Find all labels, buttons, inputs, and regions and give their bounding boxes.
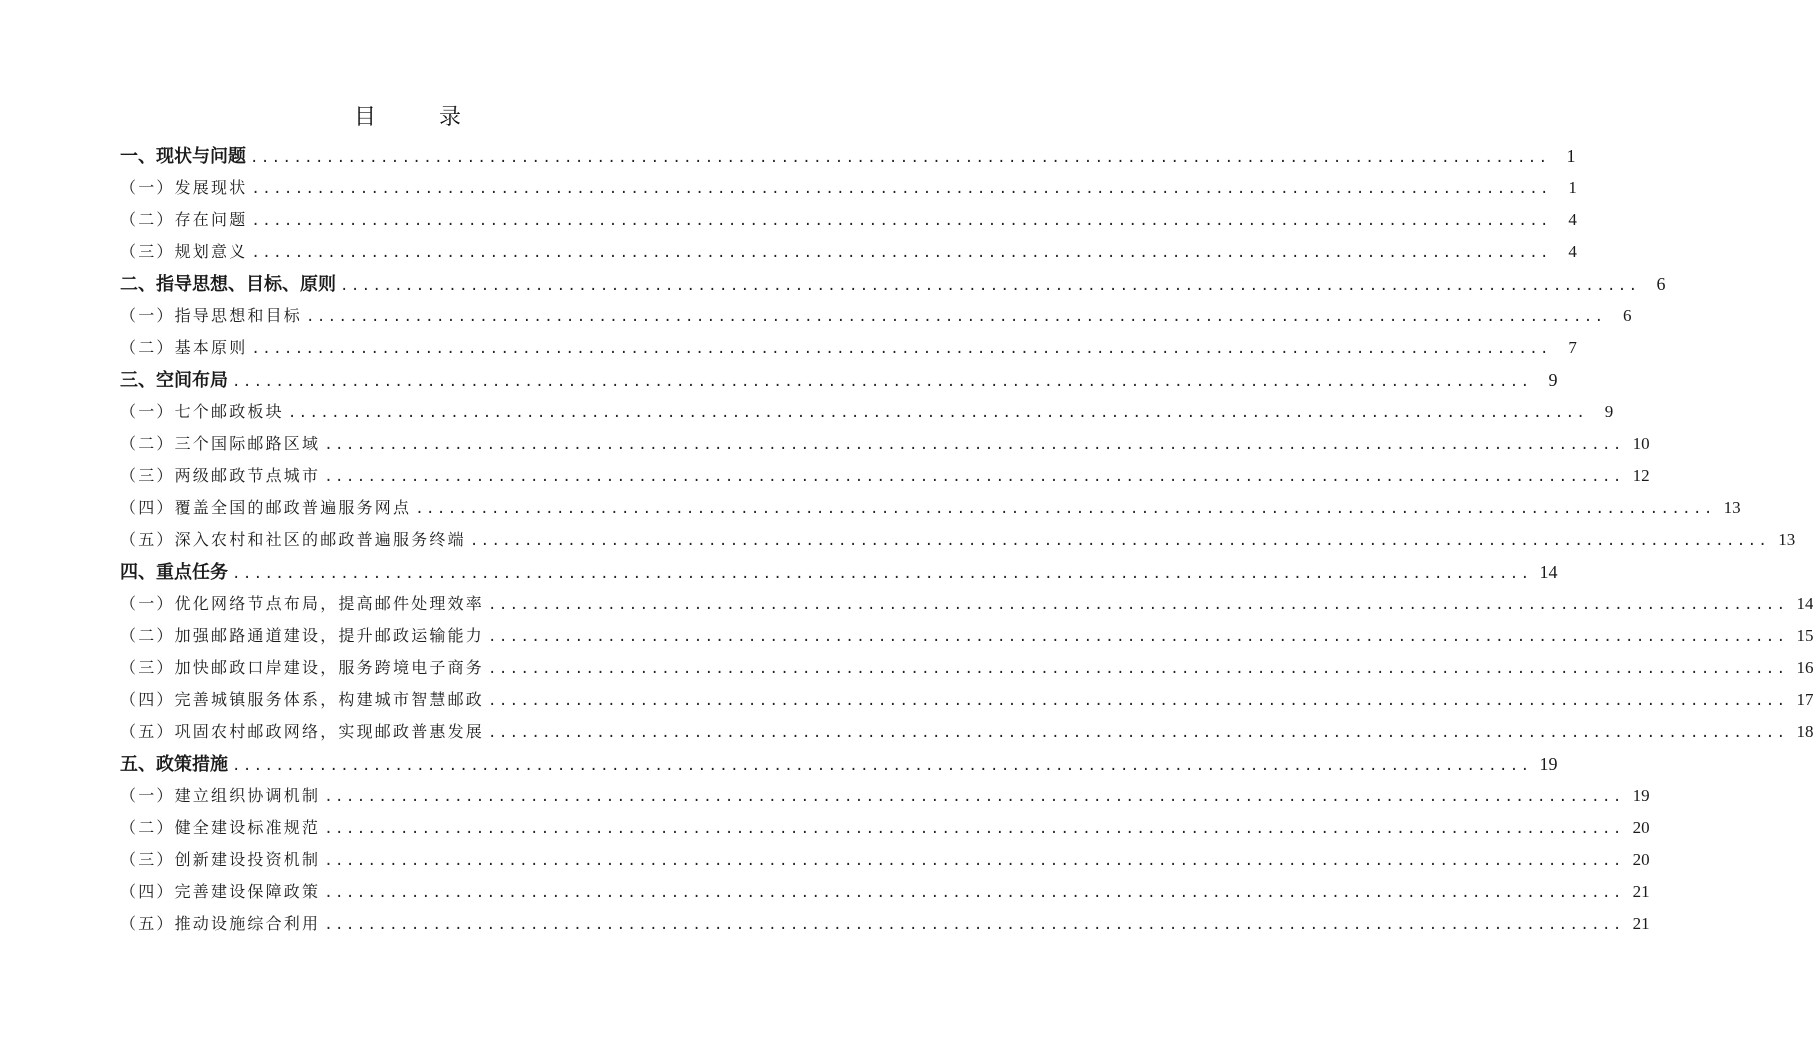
toc-entry-title: （二）三个国际邮路区域 <box>120 434 321 453</box>
toc-entry-title: （二）健全建设标准规范 <box>120 818 321 837</box>
toc-page-number: 17 <box>1796 690 1813 709</box>
toc-page-number: 19 <box>1539 754 1558 774</box>
toc-entry-title: （二）基本原则 <box>120 338 248 357</box>
toc-section-entry[interactable] <box>120 588 1813 620</box>
toc-chapter-entry[interactable] <box>120 556 1558 588</box>
toc-page-number: 1 <box>1566 146 1576 166</box>
toc-chapter-entry[interactable] <box>120 268 1666 300</box>
toc-section-entry[interactable] <box>120 684 1813 716</box>
toc-entry-title: （五）巩固农村邮政网络，实现邮政普惠发展 <box>120 722 485 741</box>
toc-page-number: 18 <box>1796 722 1813 741</box>
toc-page-number: 16 <box>1796 658 1813 677</box>
toc-section-entry[interactable] <box>120 396 1614 428</box>
toc-page-number: 9 <box>1548 370 1558 390</box>
toc-entry-title: （二）存在问题 <box>120 210 248 229</box>
toc-page-number: 4 <box>1568 210 1577 229</box>
toc-section-entry[interactable] <box>120 812 1650 844</box>
toc-page-number: 13 <box>1723 498 1741 517</box>
dot-leader: ........................................................................................................................ <box>415 501 1715 517</box>
toc-section-entry[interactable] <box>120 204 1577 236</box>
toc-page-number: 13 <box>1778 530 1796 549</box>
toc-section-entry[interactable] <box>120 236 1577 268</box>
dot-leader: ........................................................................................................................ <box>251 245 1551 261</box>
dot-leader: ........................................................................................................................ <box>340 278 1640 294</box>
dot-leader: ........................................................................................................................ <box>324 853 1624 869</box>
toc-chapter-entry[interactable] <box>120 748 1558 780</box>
toc-page-number: 7 <box>1568 338 1577 357</box>
toc-section-entry[interactable] <box>120 172 1577 204</box>
toc-page-number: 21 <box>1632 882 1650 901</box>
toc-entry-title: （一）发展现状 <box>120 178 248 197</box>
table-of-contents <box>120 140 1813 940</box>
toc-entry-title: （三）规划意义 <box>120 242 248 261</box>
dot-leader: ........................................................................................................................ <box>250 150 1550 166</box>
toc-entry-title: （一）优化网络节点布局，提高邮件处理效率 <box>120 594 485 613</box>
dot-leader: ........................................................................................................................ <box>324 789 1624 805</box>
toc-section-entry[interactable] <box>120 332 1577 364</box>
toc-page-number: 20 <box>1632 818 1650 837</box>
toc-title: 目 录 <box>354 105 489 130</box>
toc-entry-title: （五）深入农村和社区的邮政普遍服务终端 <box>120 530 466 549</box>
toc-entry-title: 四、重点任务 <box>120 562 228 583</box>
toc-entry-title: （三）加快邮政口岸建设，服务跨境电子商务 <box>120 658 485 677</box>
toc-page-number: 9 <box>1604 402 1614 421</box>
toc-entry-title: （三）创新建设投资机制 <box>120 850 321 869</box>
toc-page-number: 19 <box>1632 786 1650 805</box>
toc-entry-title: （五）推动设施综合利用 <box>120 914 321 933</box>
toc-entry-title: 三、空间布局 <box>120 370 228 391</box>
dot-leader: ........................................................................................................................ <box>251 181 1551 197</box>
dot-leader: ........................................................................................................................ <box>488 725 1788 741</box>
toc-section-entry[interactable] <box>120 876 1650 908</box>
toc-entry-title: （四）覆盖全国的邮政普遍服务网点 <box>120 498 412 517</box>
toc-entry-title: 五、政策措施 <box>120 754 228 775</box>
toc-chapter-entry[interactable] <box>120 364 1558 396</box>
toc-page-number: 21 <box>1632 914 1650 933</box>
toc-page-number: 15 <box>1796 626 1813 645</box>
dot-leader: ........................................................................................................................ <box>306 309 1606 325</box>
toc-page-number: 6 <box>1622 306 1632 325</box>
dot-leader: ........................................................................................................................ <box>488 693 1788 709</box>
toc-section-entry[interactable] <box>120 716 1813 748</box>
toc-entry-title: （四）完善城镇服务体系，构建城市智慧邮政 <box>120 690 485 709</box>
toc-section-entry[interactable] <box>120 908 1650 940</box>
toc-entry-title: 一、现状与问题 <box>120 146 246 167</box>
toc-page-number: 12 <box>1632 466 1650 485</box>
dot-leader: ........................................................................................................................ <box>469 533 1770 549</box>
toc-page-number: 14 <box>1539 562 1558 582</box>
toc-chapter-entry[interactable] <box>120 140 1576 172</box>
dot-leader: ........................................................................................................................ <box>251 213 1551 229</box>
dot-leader: ........................................................................................................................ <box>287 405 1588 421</box>
dot-leader: ........................................................................................................................ <box>324 469 1624 485</box>
dot-leader: ........................................................................................................................ <box>488 661 1788 677</box>
dot-leader: ........................................................................................................................ <box>488 629 1788 645</box>
dot-leader: ........................................................................................................................ <box>232 758 1532 774</box>
toc-page-number: 10 <box>1632 434 1650 453</box>
toc-entry-title: 二、指导思想、目标、原则 <box>120 274 336 295</box>
toc-page-number: 14 <box>1796 594 1813 613</box>
toc-page-number: 20 <box>1632 850 1650 869</box>
toc-section-entry[interactable] <box>120 652 1813 684</box>
dot-leader: ........................................................................................................................ <box>324 821 1624 837</box>
toc-section-entry[interactable] <box>120 780 1650 812</box>
dot-leader: ........................................................................................................................ <box>324 917 1624 933</box>
dot-leader: ........................................................................................................................ <box>251 341 1551 357</box>
toc-section-entry[interactable] <box>120 492 1741 524</box>
toc-entry-title: （二）加强邮路通道建设，提升邮政运输能力 <box>120 626 485 645</box>
toc-entry-title: （一）七个邮政板块 <box>120 402 284 421</box>
toc-section-entry[interactable] <box>120 620 1813 652</box>
dot-leader: ........................................................................................................................ <box>488 597 1788 613</box>
dot-leader: ........................................................................................................................ <box>324 885 1624 901</box>
toc-section-entry[interactable] <box>120 460 1650 492</box>
toc-page-number: 6 <box>1656 274 1666 294</box>
toc-entry-title: （三）两级邮政节点城市 <box>120 466 321 485</box>
toc-page-number: 1 <box>1568 178 1577 197</box>
toc-section-entry[interactable] <box>120 300 1632 332</box>
dot-leader: ........................................................................................................................ <box>324 437 1624 453</box>
toc-section-entry[interactable] <box>120 428 1650 460</box>
dot-leader: ........................................................................................................................ <box>232 566 1532 582</box>
toc-section-entry[interactable] <box>120 524 1796 556</box>
toc-section-entry[interactable] <box>120 844 1650 876</box>
toc-entry-title: （一）指导思想和目标 <box>120 306 303 325</box>
dot-leader: ........................................................................................................................ <box>232 374 1532 390</box>
toc-page-number: 4 <box>1568 242 1577 261</box>
toc-entry-title: （四）完善建设保障政策 <box>120 882 321 901</box>
toc-entry-title: （一）建立组织协调机制 <box>120 786 321 805</box>
